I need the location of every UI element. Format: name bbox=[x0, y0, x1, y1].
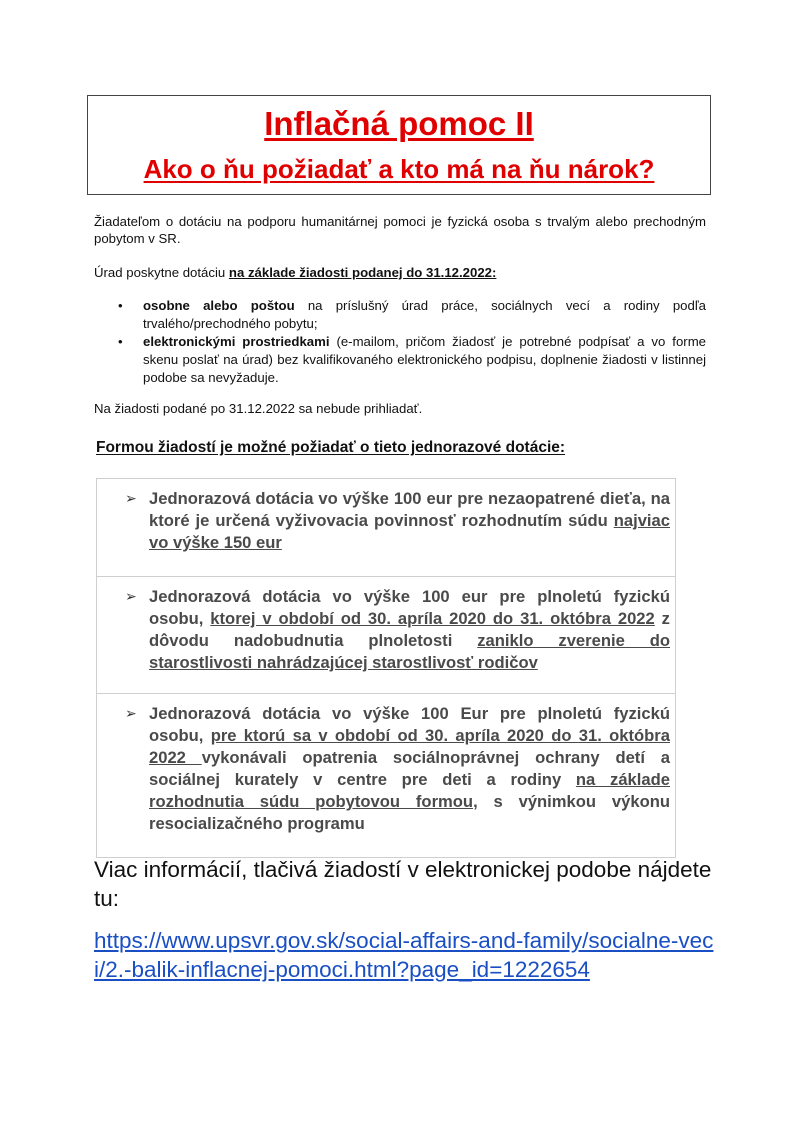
page-subtitle: Ako o ňu požiadať a kto má na ňu nárok? bbox=[143, 154, 655, 184]
title-box bbox=[87, 95, 711, 195]
arrow-bullet-icon: ➢ bbox=[125, 490, 137, 506]
section-heading: Formou žiadostí je možné požiadať o tieto jednorazové dotácie: bbox=[96, 439, 566, 456]
table-row bbox=[97, 577, 675, 694]
grant-text bbox=[149, 586, 670, 674]
method-text: na príslušný úrad práce, sociálnych vecí a rodiny podľa trvalého/prechodného pobytu; bbox=[143, 298, 706, 331]
grant-text-underlined: najviac vo výške 150 eur bbox=[149, 511, 670, 552]
grant-text bbox=[149, 703, 670, 835]
grants-table bbox=[96, 478, 676, 858]
bullet-icon: • bbox=[118, 298, 123, 313]
submission-methods-list bbox=[94, 297, 706, 387]
page-title: Inflačná pomoc II bbox=[264, 105, 534, 142]
office-prefix: Úrad poskytne dotáciu bbox=[94, 265, 229, 280]
table-row bbox=[97, 479, 675, 577]
grant-text bbox=[149, 488, 670, 554]
method-text: (e-mailom, pričom žiadosť je potrebné podpísať a vo forme skenu poslať na úrad) bez kvalifikovaného elektronického podpisu, doplnenie žiadosti v listinnej podobe sa nevyžaduje. bbox=[143, 334, 707, 385]
list-item bbox=[94, 297, 706, 333]
method-bold: elektronickými prostriedkami bbox=[143, 334, 330, 349]
list-item bbox=[94, 333, 706, 387]
grant-text-underlined: zaniklo zverenie do starostlivosti nahrádzajúcej starostlivosť rodičov bbox=[149, 631, 671, 672]
info-link[interactable]: https://www.upsvr.gov.sk/social-affairs-and-family/socialne-veci/2.-balik-inflacnej-pomoci.html?page_id=1222654 bbox=[94, 928, 714, 982]
grant-text-underlined: ktorej v období od 30. apríla 2020 do 31. októbra 2022 bbox=[210, 609, 655, 628]
bullet-icon: • bbox=[118, 334, 123, 349]
grant-text-part: z dôvodu nadobudnutia plnoletosti bbox=[149, 609, 670, 650]
grant-text-part: , s výnimkou výkonu resocializačného programu bbox=[149, 792, 670, 833]
table-row bbox=[97, 694, 675, 857]
office-deadline: na základe žiadosti podanej do 31.12.2022: bbox=[228, 265, 497, 280]
more-info-text: Viac informácií, tlačivá žiadostí v elektronickej podobe nájdete tu: bbox=[94, 857, 712, 911]
office-paragraph bbox=[94, 264, 706, 281]
grant-text-underlined: pre ktorú sa v období od 30. apríla 2020 do 31. októbra 2022 bbox=[149, 726, 670, 767]
method-bold: osobne alebo poštou bbox=[143, 298, 295, 313]
grant-text-part: vykonávali opatrenia sociálnoprávnej ochrany detí a sociálnej kurately v centre pre deti a rodiny bbox=[149, 748, 670, 789]
arrow-bullet-icon: ➢ bbox=[125, 705, 137, 721]
deadline-note: Na žiadosti podané po 31.12.2022 sa nebude prihliadať. bbox=[94, 401, 423, 416]
grant-text-part: Jednorazová dotácia vo výške 100 eur pre plnoletú fyzickú osobu, bbox=[149, 587, 670, 628]
grant-text-underlined: na základe rozhodnutia súdu pobytovou formou bbox=[149, 770, 670, 811]
arrow-bullet-icon: ➢ bbox=[125, 588, 137, 604]
grant-text-part: Jednorazová dotácia vo výške 100 Eur pre plnoletú fyzickú osobu, bbox=[149, 704, 670, 745]
intro-paragraph: Žiadateľom o dotáciu na podporu humanitárnej pomoci je fyzická osoba s trvalým alebo prechodným pobytom v SR. bbox=[94, 214, 706, 246]
grant-text-part: Jednorazová dotácia vo výške 100 eur pre nezaopatrené dieťa, na ktoré je určená vyživovacia povinnosť rozhodnutím súdu bbox=[149, 489, 670, 530]
